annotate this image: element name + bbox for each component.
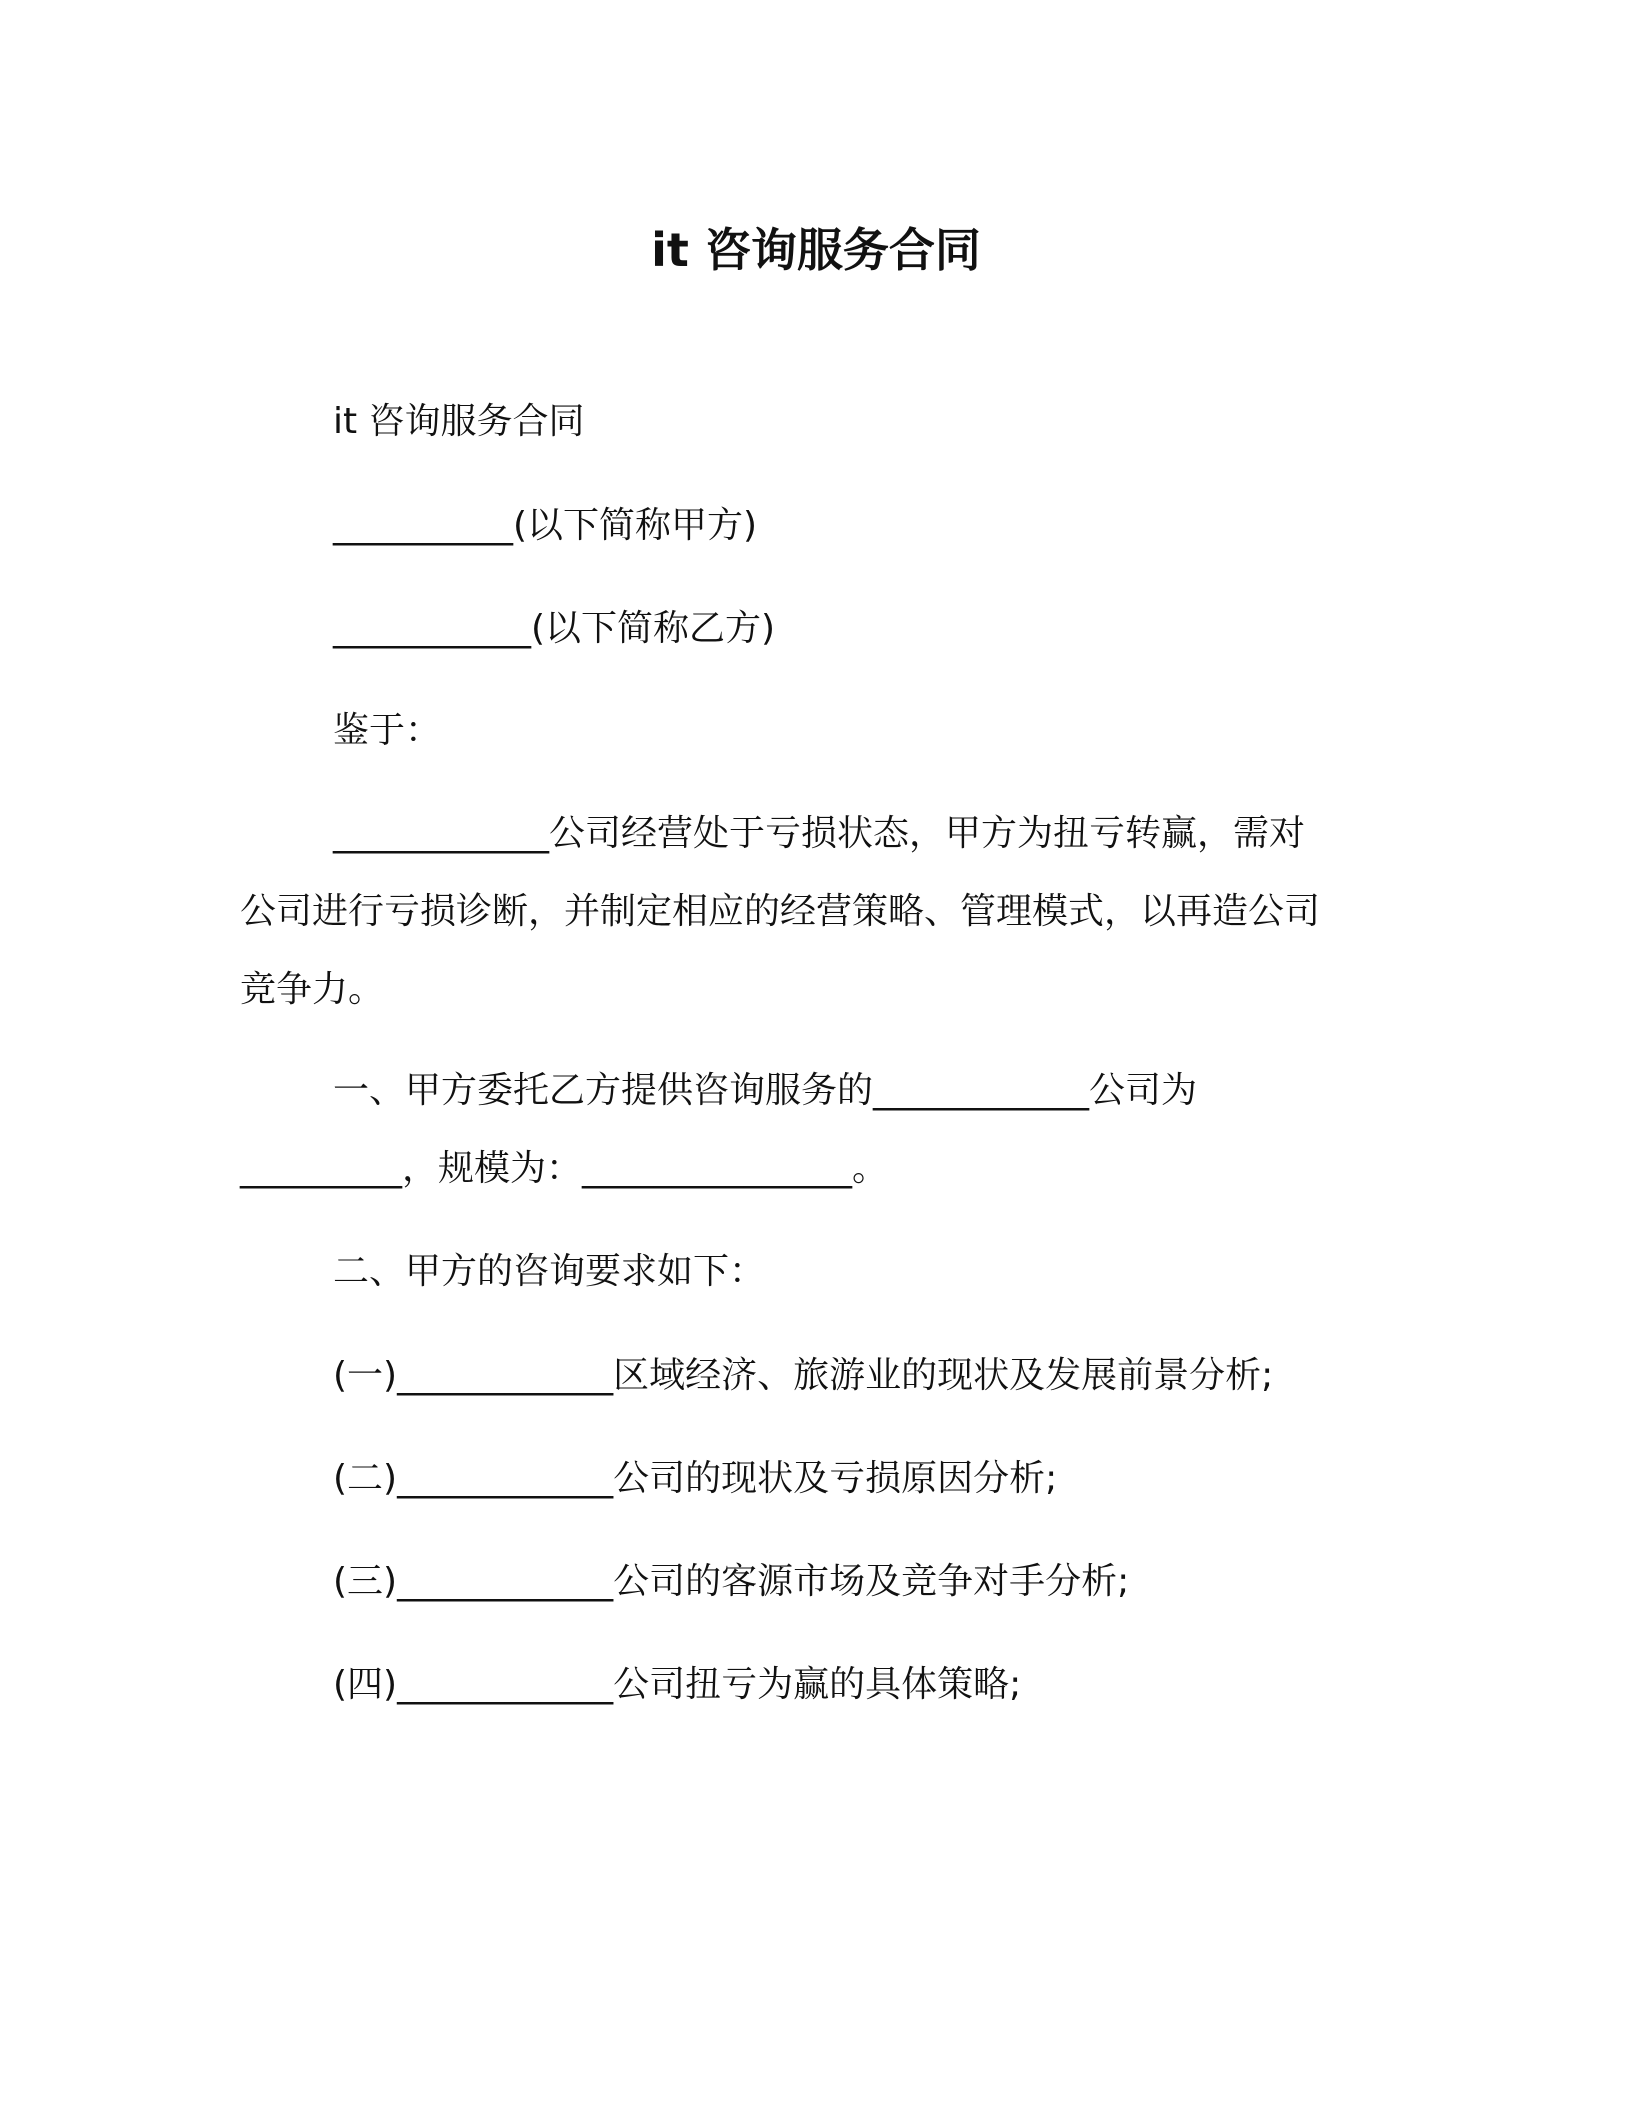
paragraph-line: ____________公司经营处于亏损状态，甲方为扭亏转赢，需对 [333,813,1306,854]
clause-one-line: _________，规模为：_______________。 [240,1148,889,1189]
party-b-line: ___________(以下简称乙方) [333,608,776,649]
document-title: it 咨询服务合同 [651,223,981,277]
whereas-line: 鉴于： [333,710,442,751]
paragraph-line: 竞争力。 [240,969,385,1010]
party-a-line: __________(以下简称甲方) [333,505,758,546]
paragraph-line: 公司进行亏损诊断，并制定相应的经营策略、管理模式，以再造公司 [240,891,1321,932]
clause-one-line: 一、甲方委托乙方提供咨询服务的____________公司为 [333,1070,1198,1111]
list-item: (三)____________公司的客源市场及竞争对手分析; [333,1561,1130,1602]
list-item: (二)____________公司的现状及亏损原因分析; [333,1458,1058,1499]
list-item: (一)____________区域经济、旅游业的现状及发展前景分析; [333,1355,1274,1396]
list-item: (四)____________公司扭亏为赢的具体策略; [333,1664,1022,1705]
clause-two-line: 二、甲方的咨询要求如下： [333,1251,766,1292]
subtitle-line: it 咨询服务合同 [333,401,585,442]
